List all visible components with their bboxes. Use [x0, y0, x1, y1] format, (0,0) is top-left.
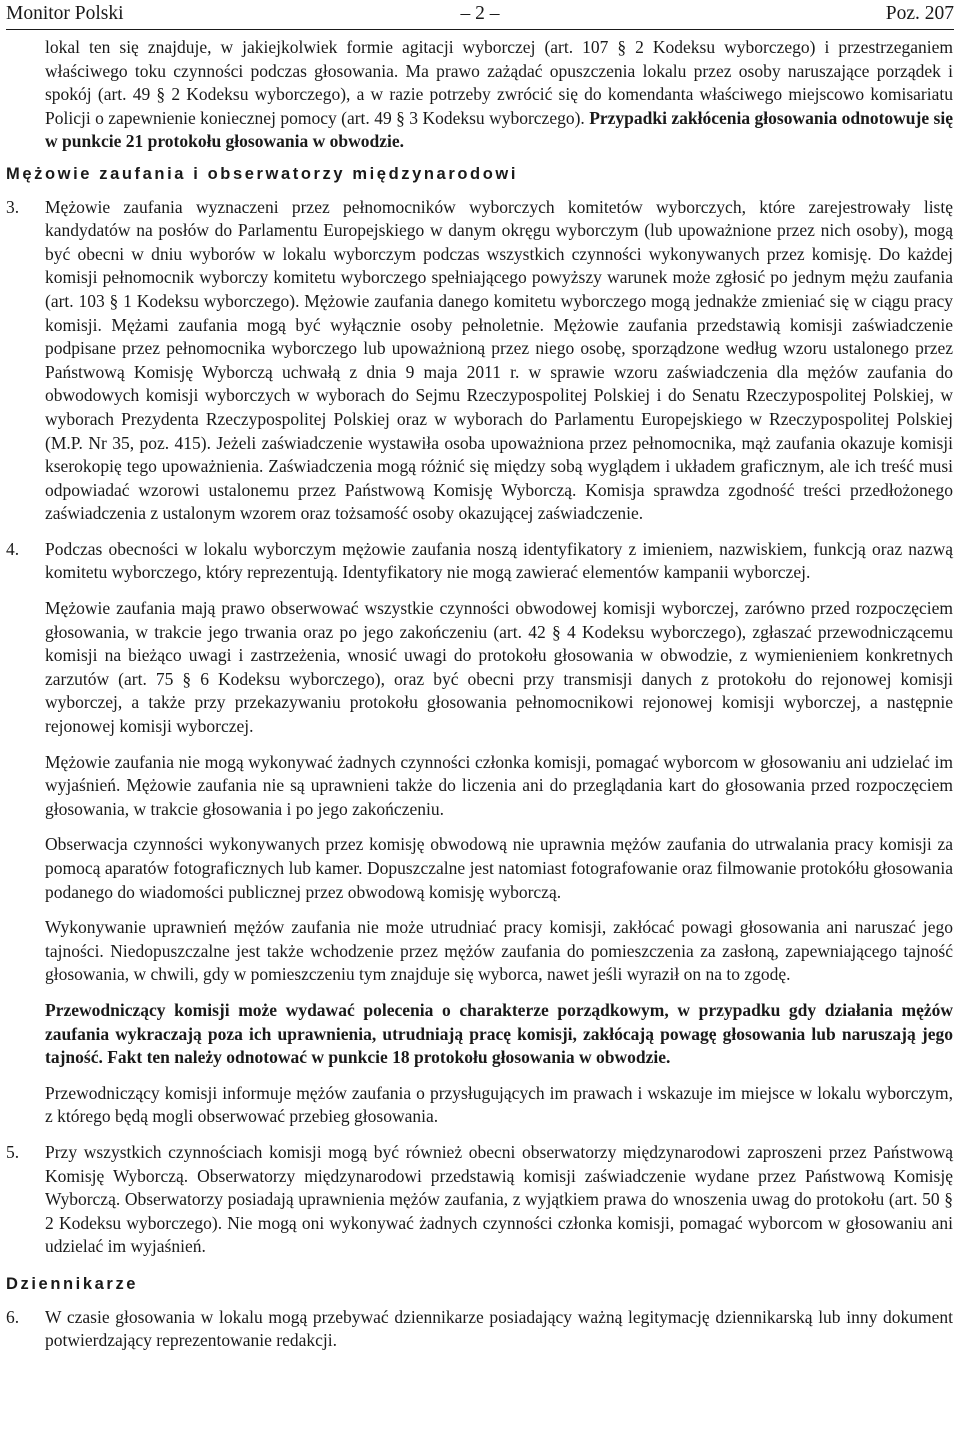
numbered-item-6: [6, 1306, 953, 1353]
numbered-item-3: [6, 196, 953, 526]
item-number: 5.: [6, 1141, 20, 1162]
journal-title: Monitor Polski: [6, 3, 124, 24]
numbered-item-4: [6, 538, 953, 585]
page-number: – 2 –: [460, 3, 500, 24]
item-number: 4.: [6, 538, 20, 559]
item-number: 3.: [6, 196, 20, 217]
continuation-text: lokal ten się znajduje, w jakiejkolwiek formie agitacji wyborczej (art. 107 § 2 Kodeksu wyborczego) i przestrzeganiem właściwego toku czynności podczas głosowania. Ma prawo zażądać opuszczenia lokalu przez osoby naruszające porządek i spokój (art. 49 § 2 Kodeksu wyborczego), a w razie potrzeby zwrócić się do komendanta właściwego miejscowo komisariatu Policji o zapewnienie koniecznej pomocy (art. 49 § 3 Kodeksu wyborczego).: [45, 37, 953, 128]
item-text: W czasie głosowania w lokalu mogą przebywać dziennikarze posiadający ważną legitymację dziennikarską lub inny dokument potwierdzający reprezentowanie redakcji.: [45, 1306, 953, 1351]
paragraph-prohibited-actions: Mężowie zaufania nie mogą wykonywać żadnych czynności członka komisji, pomagać wyborcom w głosowaniu ani udzielać im wyjaśnień. Mężowie zaufania nie są uprawnieni także do liczenia ani do przeglądania kart do głosowania przed rozpoczęciem głosowania, w trakcie głosowania i po jego zakończeniu.: [45, 751, 953, 819]
position-number: Poz. 207: [885, 3, 954, 24]
document-body: [6, 36, 953, 1353]
paragraph-photography: Obserwacja czynności wykonywanych przez komisję obwodową nie uprawnia mężów zaufania do utrwalania pracy komisji za pomocą aparatów fotograficznych lub kamer. Dopuszczalne jest natomiast fotografowanie oraz filmowanie protokółu głosowania podanego do wiadomości publicznej przez obwodową komisję wyborczą.: [45, 834, 953, 902]
section-heading-observers: Mężowie zaufania i obserwatorzy międzynarodowi: [6, 164, 519, 183]
section-heading-journalists: Dziennikarze: [6, 1274, 139, 1293]
item-text: Przy wszystkich czynnościach komisji mogą być również obecni obserwatorzy międzynarodowi zaproszeni przez Państwową Komisję Wyborczą. Obserwatorzy międzynarodowi przedstawią komisji zaświadczenie wydane przez Państwową Komisję Wyborczą. Obserwatorzy posiadają uprawnienia mężów zaufania, z wyjątkiem prawa do wnoszenia uwag do protokołu (art. 50 § 2 Kodeksu wyborczego). Nie mogą oni wykonywać żadnych czynności członka komisji, pomagać wyborcom w głosowaniu ani udzielać im wyjaśnień.: [45, 1141, 953, 1257]
numbered-item-5: [6, 1141, 953, 1259]
continuation-bold-text: Przypadki zakłócenia głosowania odnotowuje się w punkcie 21 protokołu głosowania w obwodzie.: [45, 107, 953, 152]
item-text: Mężowie zaufania wyznaczeni przez pełnomocników wyborczych komitetów wyborczych, które zarejestrowały listę kandydatów na posłów do Parlamentu Europejskiego w danym okręgu wyborczym (lub upoważnione przez nich osoby), mogą być obecni w dniu wyborów w lokalu wyborczym podczas wszystkich czynności wykonywanych przez komisję. Do każdej komisji pełnomocnik wyborczy komitetu wyborczego spełniającego powyższy warunek może zgłosić po jednym mężu zaufania (art. 103 § 1 Kodeksu wyborczego). Mężowie zaufania danego komitetu wyborczego mogą jednakże zmieniać się w ciągu pracy komisji. Mężami zaufania mogą być wyłącznie osoby pełnoletnie. Mężowie zaufania przedstawią komisji zaświadczenie podpisane przez pełnomocnika wyborczego lub upoważnioną przez niego osobę, sporządzone według wzoru ustalonego przez Państwową Komisję Wyborczą uchwałą z dnia 9 maja 2011 r. w sprawie wzoru zaświadczenia dla mężów zaufania do obwodowych komisji wyborczych w wyborach do Sejmu Rzeczypospolitej Polskiej i do Senatu Rzeczypospolitej Polskiej, w wyborach Prezydenta Rzeczypospolitej Polskiej oraz w wyborach do Parlamentu Europejskiego w Rzeczypospolitej Polskiej (M.P. Nr 35, poz. 415). Jeżeli zaświadczenie wystawiła osoba upoważniona przez pełnomocnika, mąż zaufania okazuje komisji kserokopię tego upoważnienia. Zaświadczenia mogą różnić się między sobą wyglądem i układem graficznym, ale ich treść musi odpowiadać wzorowi ustalonemu przez Państwową Komisję Wyborczą. Komisja sprawdza zgodność treści przedłożonego zaświadczenia z ustalonym wzorem oraz tożsamość osoby okazującej zaświadczenie.: [45, 196, 953, 524]
running-header: [6, 2, 954, 26]
paragraph-chair-informs: Przewodniczący komisji informuje mężów zaufania o przysługujących im prawach i wskazuje im miejsce w lokalu wyborczym, z którego będą mogli obserwować przebieg głosowania.: [45, 1082, 953, 1127]
paragraph-observation-rights: Mężowie zaufania mają prawo obserwować wszystkie czynności obwodowej komisji wyborczej, zarówno przed rozpoczęciem głosowania, w trakcie jego trwania oraz po jego zakończeniu (art. 42 § 4 Kodeksu wyborczego), zgłaszać przewodniczącemu komisji na bieżąco uwagi i zastrzeżenia, wnosić uwagi do protokołu głosowania w obwodzie, z wymienieniem konkretnych zarzutów (art. 75 § 6 Kodeksu wyborczego), oraz być obecni przy transmisji danych z protokołu do rejonowej komisji wyborczej, a także przy przekazywaniu protokołu głosowania pełnomocnikowi rejonowej komisji wyborczej, a następnie rejonowej komisji wyborczej.: [45, 598, 953, 737]
paragraph-chair-orders: Przewodniczący komisji może wydawać polecenia o charakterze porządkowym, w przypadku gdy działania mężów zaufania wykraczają poza ich uprawnienia, utrudniają pracę komisji, zakłócają powagę głosowania lub naruszają jego tajność. Fakt ten należy odnotować w punkcie 18 protokołu głosowania w obwodzie.: [45, 999, 953, 1068]
continuation-paragraph: [6, 36, 953, 154]
item-number: 6.: [6, 1306, 20, 1327]
item-text: Podczas obecności w lokalu wyborczym mężowie zaufania noszą identyfikatory z imieniem, nazwiskiem, funkcją oraz nazwą komitetu wyborczego, który reprezentują. Identyfikatory nie mogą zawierać elementów kampanii wyborczej.: [45, 538, 953, 583]
header-rule: [6, 29, 954, 30]
paragraph-secrecy: Wykonywanie uprawnień mężów zaufania nie może utrudniać pracy komisji, zakłócać powagi głosowania ani naruszać jego tajności. Niedopuszczalne jest także wchodzenie przez mężów zaufania do pomieszczenia za zasłoną, zapewniającego tajność głosowania, w chwili, gdy w pomieszczeniu tym znajduje się wyborca, nawet jeśli wyraził on na to zgodę.: [45, 917, 953, 985]
